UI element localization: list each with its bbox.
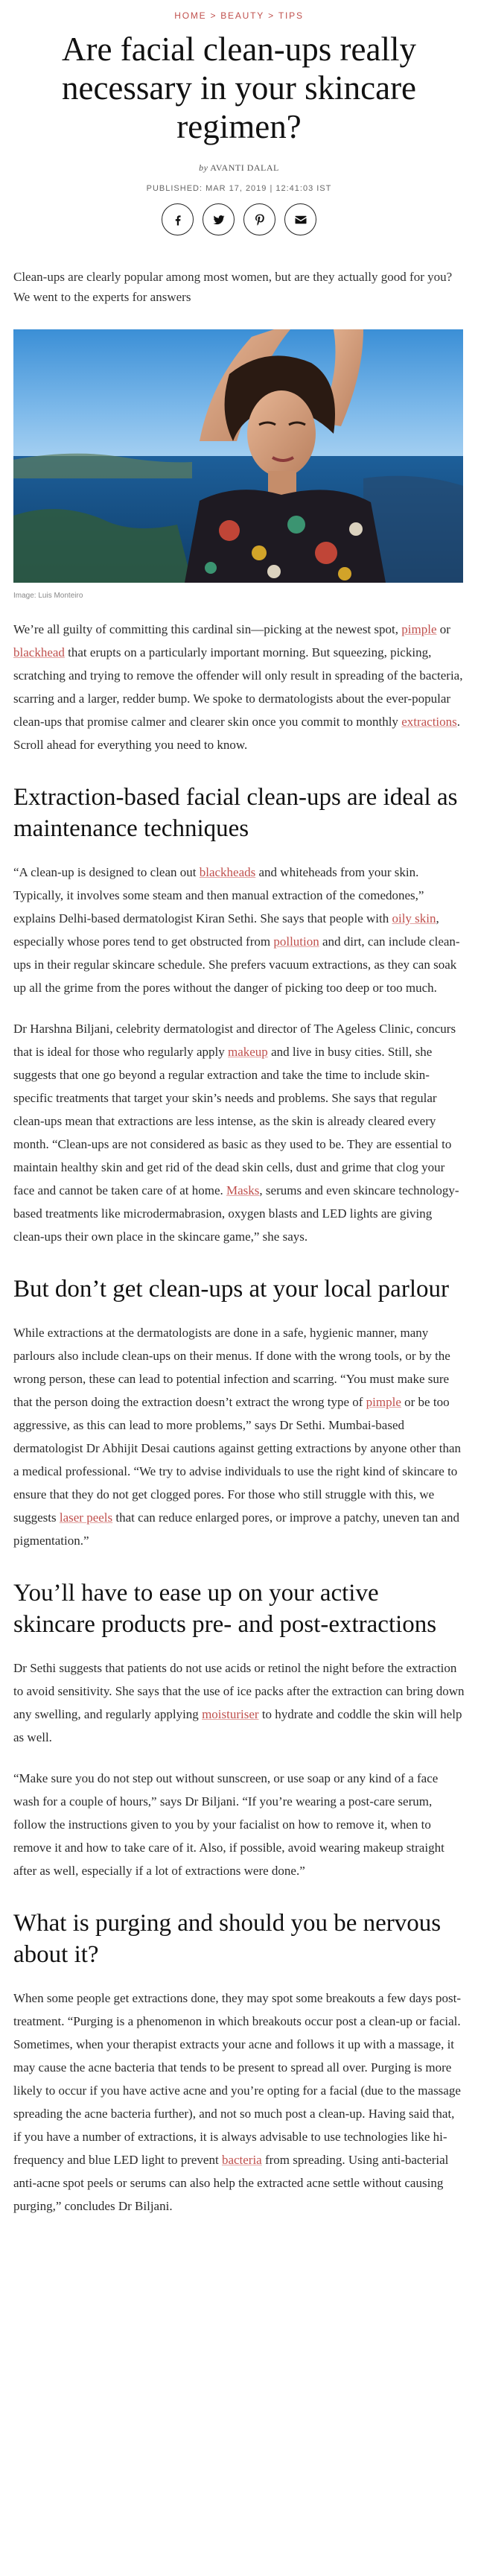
body-paragraph: While extractions at the dermatologists are done in a safe, hygienic manner, many parlours also include clean-ups on their menus. If done with the wrong tools, or by the wrong person, these can lead to potential infection and scarring. “You must make sure that the person doing the extraction doesn’t extract the wrong type of pimple or be too aggressive, as this can lead to more problems,” says Dr Sethi. Mumbai-based dermatologist Dr Abhijit Desai cautions against getting extractions by anyone other than a medical professional. “We try to advise individuals to use the right kind of skincare to ensure that they do not get clogged pores. For those who still struggle with this, we suggests laser peels that can reduce enlarged pores, or improve a patchy, uneven tan and pigmentation.” bbox=[13, 1326, 462, 1548]
breadcrumb-separator: > bbox=[210, 10, 217, 21]
article-body bbox=[13, 618, 465, 2218]
inline-link[interactable]: laser peels bbox=[59, 1510, 113, 1525]
article-title: Are facial clean-ups really necessary in your skincare regimen? bbox=[61, 31, 417, 145]
inline-link[interactable]: pimple bbox=[401, 622, 437, 636]
body-paragraph: Dr Harshna Biljani, celebrity dermatologist and director of The Ageless Clinic, concurs that is ideal for those who regularly apply makeup and live in busy cities. Still, she suggests that one go beyond a regular extraction and take the time to include skin-specific treatments that target your skin’s needs and problems. She says that regular clean-ups mean that extractions are less intense, as the skin is already cleared every month. “Clean-ups are not considered as basic as they used to be. They are essential to maintain healthy skin and get rid of the dead skin cells, dust and grime that clog your face and cannot be taken care of at home. Masks, serums and even skincare technology-based treatments like microdermabrasion, oxygen blasts and LED lights are giving clean-ups their own place in the skincare game,” she says. bbox=[13, 1022, 459, 1244]
author-name[interactable]: AVANTI DALAL bbox=[210, 162, 279, 173]
share-bar bbox=[13, 203, 465, 235]
breadcrumb-home[interactable]: HOME bbox=[174, 10, 207, 21]
section-heading: What is purging and should you be nervous about it? bbox=[13, 1910, 442, 1968]
inline-link[interactable]: blackhead bbox=[13, 645, 65, 659]
body-paragraph: When some people get extractions done, they may spot some breakouts a few days post-treatment. “Purging is a phenomenon in which breakouts occur post a clean-up or facial. Sometimes, when your therapist extracts your acne and follows it up with a massage, it may cause the acne bacteria that tends to be present to spread all over. Purging is more likely to occur if you have active acne and you’re opting for a facial (due to the massage spreading the acne bacteria further), and not so much post a clean-up. Having said that, if you have a number of extractions, it is always advisable to use technologies like hi-frequency and blue LED light to prevent bacteria from spreading. Using anti-bacterial anti-acne spot peels or serums can also help the extracted acne settle without causing purging,” concludes Dr Biljani. bbox=[13, 1991, 461, 2213]
share-twitter-button[interactable] bbox=[203, 203, 235, 235]
body-paragraph: Dr Sethi suggests that patients do not use acids or retinol the night before the extraction to avoid sensitivity. She says that the use of ice packs after the extraction can bring down any swelling, and regularly applying moisturiser to hydrate and coddle the skin will help as well. bbox=[13, 1661, 465, 1744]
section-heading: You’ll have to ease up on your active skincare products pre- and post-extractions bbox=[13, 1580, 437, 1638]
published-date: PUBLISHED: MAR 17, 2019 | 12:41:03 IST bbox=[146, 184, 332, 193]
standfirst: Clean-ups are clearly popular among most women, but are they actually good for you? We went to the experts for answers bbox=[13, 270, 453, 304]
inline-link[interactable]: oily skin bbox=[392, 911, 436, 925]
inline-link[interactable]: moisturiser bbox=[202, 1707, 259, 1721]
inline-link[interactable]: Masks bbox=[226, 1183, 260, 1197]
section-heading: But don’t get clean-ups at your local parlour bbox=[13, 1276, 449, 1303]
byline bbox=[13, 162, 465, 174]
breadcrumb-beauty[interactable]: BEAUTY bbox=[220, 10, 265, 21]
email-icon bbox=[294, 213, 307, 227]
hero-photo bbox=[13, 329, 463, 583]
hero-image-credit: Image: Luis Monteiro bbox=[13, 592, 83, 600]
body-paragraph: We’re all guilty of committing this cardinal sin—picking at the newest spot, pimple or blackhead that erupts on a particularly important morning. But squeezing, picking, scratching and trying to remove the offender will only result in spreading of the bacteria, scarring and a larger, redder bump. We spoke to dermatologists about the ever-popular clean-ups that promise calmer and clearer skin once you commit to monthly extractions. Scroll ahead for everything you need to know. bbox=[13, 622, 463, 752]
byline-prefix: by bbox=[199, 162, 208, 173]
twitter-icon bbox=[212, 213, 226, 227]
inline-link[interactable]: extractions bbox=[401, 715, 457, 729]
body-paragraph: “Make sure you do not step out without sunscreen, or use soap or any kind of a face wash for a couple of hours,” says Dr Biljani. “If you’re wearing a post-care serum, follow the instructions given to you by your facialist on how to remove it, when to remove it and how to take care of it. Also, if possible, avoid wearing makeup straight after as well, especially if a lot of extractions were done.” bbox=[13, 1771, 444, 1878]
inline-link[interactable]: pimple bbox=[366, 1395, 401, 1409]
share-pinterest-button[interactable] bbox=[243, 203, 275, 235]
share-email-button[interactable] bbox=[284, 203, 316, 235]
facebook-icon bbox=[171, 213, 185, 227]
inline-link[interactable]: makeup bbox=[227, 1045, 268, 1059]
hero-image bbox=[13, 329, 463, 583]
breadcrumb-separator: > bbox=[268, 10, 275, 21]
inline-link[interactable]: pollution bbox=[273, 934, 319, 949]
breadcrumb bbox=[13, 0, 465, 21]
body-paragraph: “A clean-up is designed to clean out blackheads and whiteheads from your skin. Typically, it involves some steam and then manual extraction of the comedones,” explains Delhi-based dermatologist Kiran Sethi. She says that people with oily skin, especially whose pores tend to get obstructed from pollution and dirt, can include clean-ups in their regular skincare schedule. She prefers vacuum extractions, as they can soak up all the grime from the pores without the danger of picking too deep or too much. bbox=[13, 865, 460, 995]
inline-link[interactable]: bacteria bbox=[221, 2153, 262, 2167]
pinterest-icon bbox=[253, 213, 267, 227]
breadcrumb-tips[interactable]: TIPS bbox=[278, 10, 304, 21]
section-heading: Extraction-based facial clean-ups are ideal as maintenance techniques bbox=[13, 784, 458, 842]
inline-link[interactable]: blackheads bbox=[199, 865, 256, 879]
share-facebook-button[interactable] bbox=[162, 203, 194, 235]
